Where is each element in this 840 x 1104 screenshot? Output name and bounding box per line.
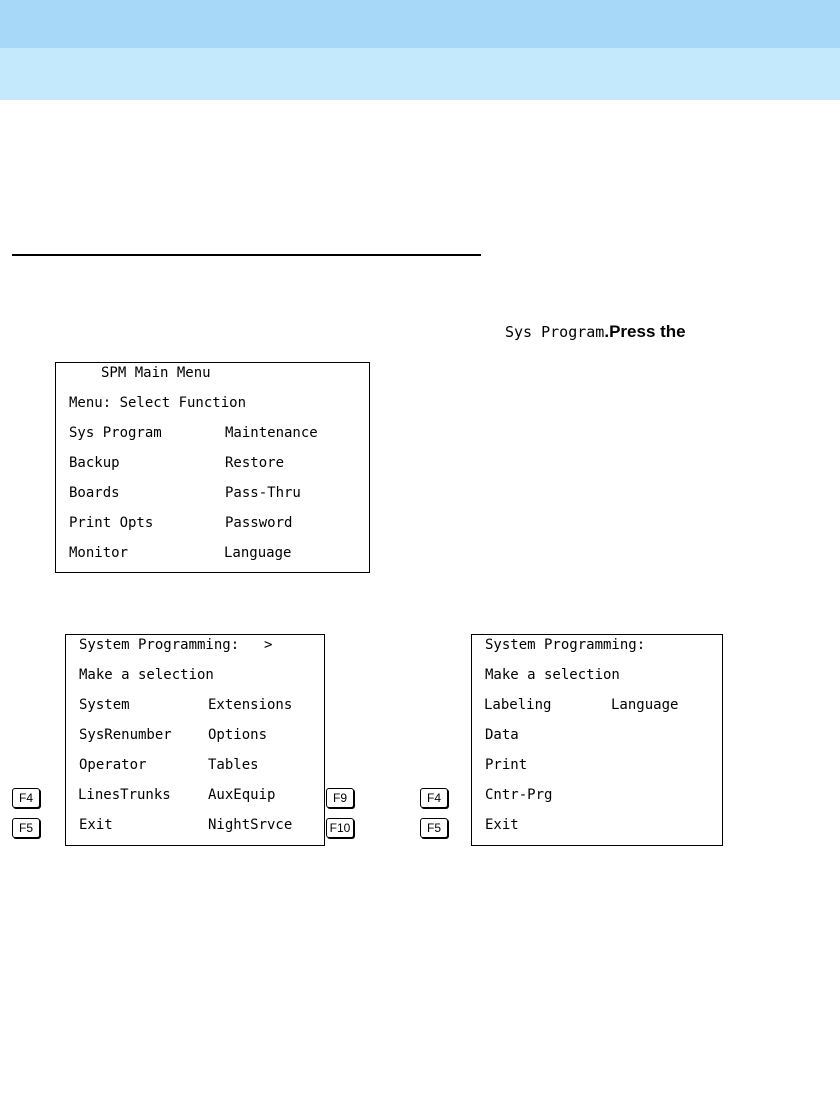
instruction-text: Press the [609, 322, 686, 341]
main-menu-title: SPM Main Menu [101, 365, 211, 381]
sysprog1-more-arrow: > [264, 637, 273, 653]
sysprog2-option-data[interactable]: Data [485, 727, 519, 743]
sysprog1-option-sysrenumber[interactable]: SysRenumber [79, 727, 172, 743]
main-menu-prompt: Menu: Select Function [69, 395, 247, 411]
sysprog1-option-auxequip[interactable]: AuxEquip [208, 787, 276, 803]
sysprog2-option-exit[interactable]: Exit [485, 817, 519, 833]
instruction-period: . [604, 322, 610, 341]
main-menu-option-backup[interactable]: Backup [69, 455, 120, 471]
sysprog1-option-operator[interactable]: Operator [79, 757, 147, 773]
main-menu-option-maintenance[interactable]: Maintenance [225, 425, 318, 441]
system-programming-screen-1 [65, 634, 325, 846]
sysprog1-option-exit[interactable]: Exit [79, 817, 113, 833]
sysprog2-option-cntr-prg[interactable]: Cntr-Prg [485, 787, 553, 803]
main-menu-option-password[interactable]: Password [225, 515, 293, 531]
f4-key-screen2[interactable]: F4 [420, 788, 448, 808]
main-menu-option-pass-thru[interactable]: Pass-Thru [225, 485, 301, 501]
instruction-menu-item: Sys Program [505, 323, 605, 341]
main-menu-option-print-opts[interactable]: Print Opts [69, 515, 154, 531]
main-menu-option-restore[interactable]: Restore [225, 455, 285, 471]
f9-key[interactable]: F9 [326, 788, 354, 808]
sysprog1-option-tables[interactable]: Tables [208, 757, 259, 773]
sysprog2-option-print[interactable]: Print [485, 757, 528, 773]
sysprog1-option-options[interactable]: Options [208, 727, 268, 743]
f10-key[interactable]: F10 [326, 818, 354, 838]
main-menu-option-sys-program[interactable]: Sys Program [69, 425, 162, 441]
system-programming-screen-2 [471, 634, 723, 846]
f5-key-screen2[interactable]: F5 [420, 818, 448, 838]
sysprog1-option-linestrunks[interactable]: LinesTrunks [78, 787, 171, 803]
main-menu-option-monitor[interactable]: Monitor [69, 545, 129, 561]
main-menu-option-language[interactable]: Language [224, 545, 292, 561]
header-band-top [0, 0, 840, 48]
f4-key[interactable]: F4 [12, 788, 40, 808]
main-menu-option-boards[interactable]: Boards [69, 485, 120, 501]
header-band-bottom [0, 48, 840, 100]
sysprog2-option-language[interactable]: Language [611, 697, 679, 713]
sysprog1-option-nightsrvce[interactable]: NightSrvce [208, 817, 293, 833]
sysprog2-title: System Programming: [485, 637, 646, 653]
sysprog1-option-system[interactable]: System [79, 697, 130, 713]
instruction-line [505, 322, 686, 342]
sysprog2-prompt: Make a selection [485, 667, 620, 683]
sysprog1-option-extensions[interactable]: Extensions [208, 697, 293, 713]
f5-key[interactable]: F5 [12, 818, 40, 838]
section-rule [12, 254, 481, 256]
sysprog2-option-labeling[interactable]: Labeling [484, 697, 552, 713]
sysprog1-prompt: Make a selection [79, 667, 214, 683]
spm-main-menu-screen [55, 362, 370, 573]
sysprog1-title: System Programming: [79, 637, 240, 653]
